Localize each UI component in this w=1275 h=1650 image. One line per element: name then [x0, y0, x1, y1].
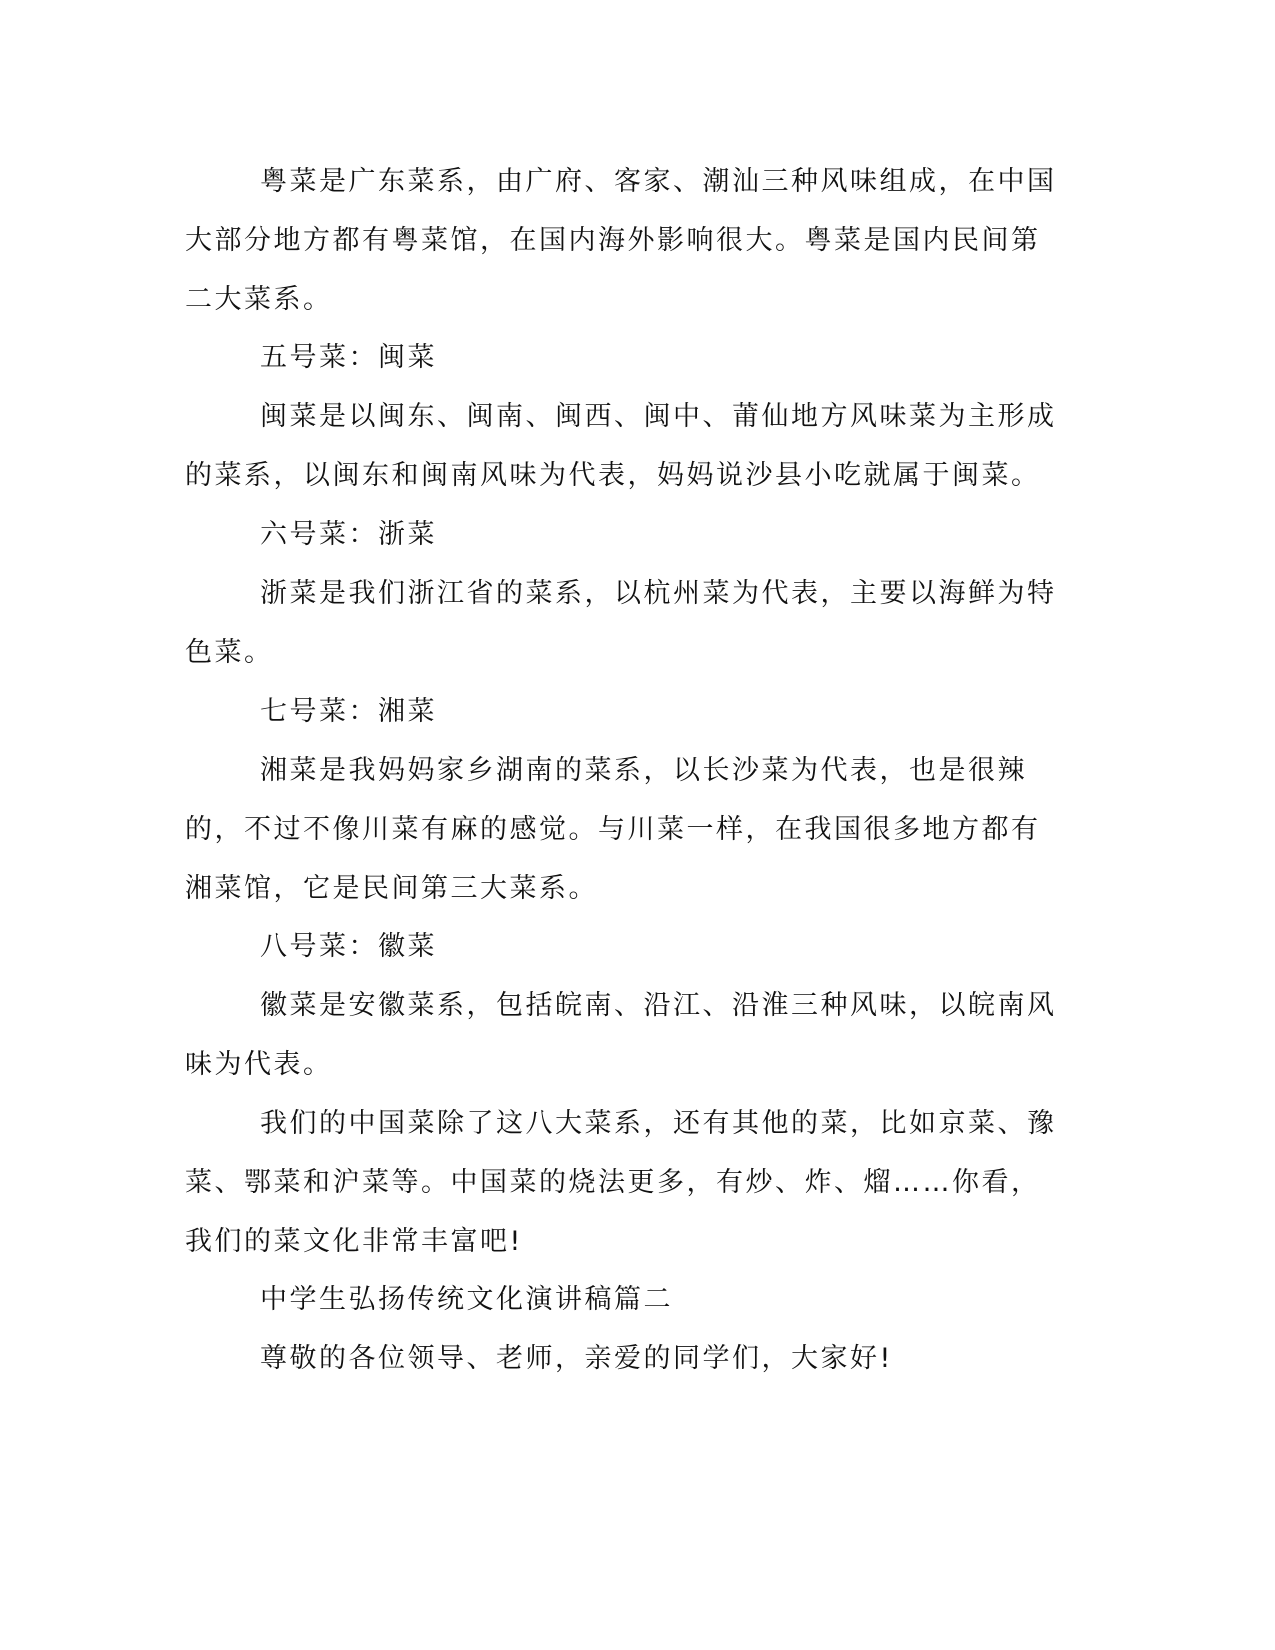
paragraph-min-cuisine: 闽菜是以闽东、闽南、闽西、闽中、莆仙地方风味菜为主形成的菜系，以闽东和闽南风味为代表，妈妈说沙县小吃就属于闽菜。 — [185, 401, 1057, 491]
heading-dish-eight: 八号菜：徽菜 — [260, 931, 437, 962]
section-title: 中学生弘扬传统文化演讲稿篇二 — [260, 1284, 673, 1315]
speech-greeting: 尊敬的各位领导、老师，亲爱的同学们，大家好! — [260, 1343, 893, 1374]
heading-dish-five: 五号菜：闽菜 — [260, 342, 437, 373]
paragraph-conclusion: 我们的中国菜除了这八大菜系，还有其他的菜，比如京菜、豫菜、鄂菜和沪菜等。中国菜的烧法更多，有炒、炸、熘……你看，我们的菜文化非常丰富吧! — [185, 1108, 1057, 1257]
paragraph-zhe-cuisine: 浙菜是我们浙江省的菜系，以杭州菜为代表，主要以海鲜为特色菜。 — [185, 578, 1057, 668]
paragraph-yue-cuisine: 粤菜是广东菜系，由广府、客家、潮汕三种风味组成，在中国大部分地方都有粤菜馆，在国内海外影响很大。粤菜是国内民间第二大菜系。 — [185, 166, 1057, 315]
heading-dish-seven: 七号菜：湘菜 — [260, 696, 437, 727]
paragraph-xiang-cuisine: 湘菜是我妈妈家乡湖南的菜系，以长沙菜为代表，也是很辣的，不过不像川菜有麻的感觉。与川菜一样，在我国很多地方都有湘菜馆，它是民间第三大菜系。 — [185, 755, 1041, 904]
heading-dish-six: 六号菜：浙菜 — [260, 519, 437, 550]
paragraph-hui-cuisine: 徽菜是安徽菜系，包括皖南、沿江、沿淮三种风味，以皖南风味为代表。 — [185, 990, 1057, 1080]
